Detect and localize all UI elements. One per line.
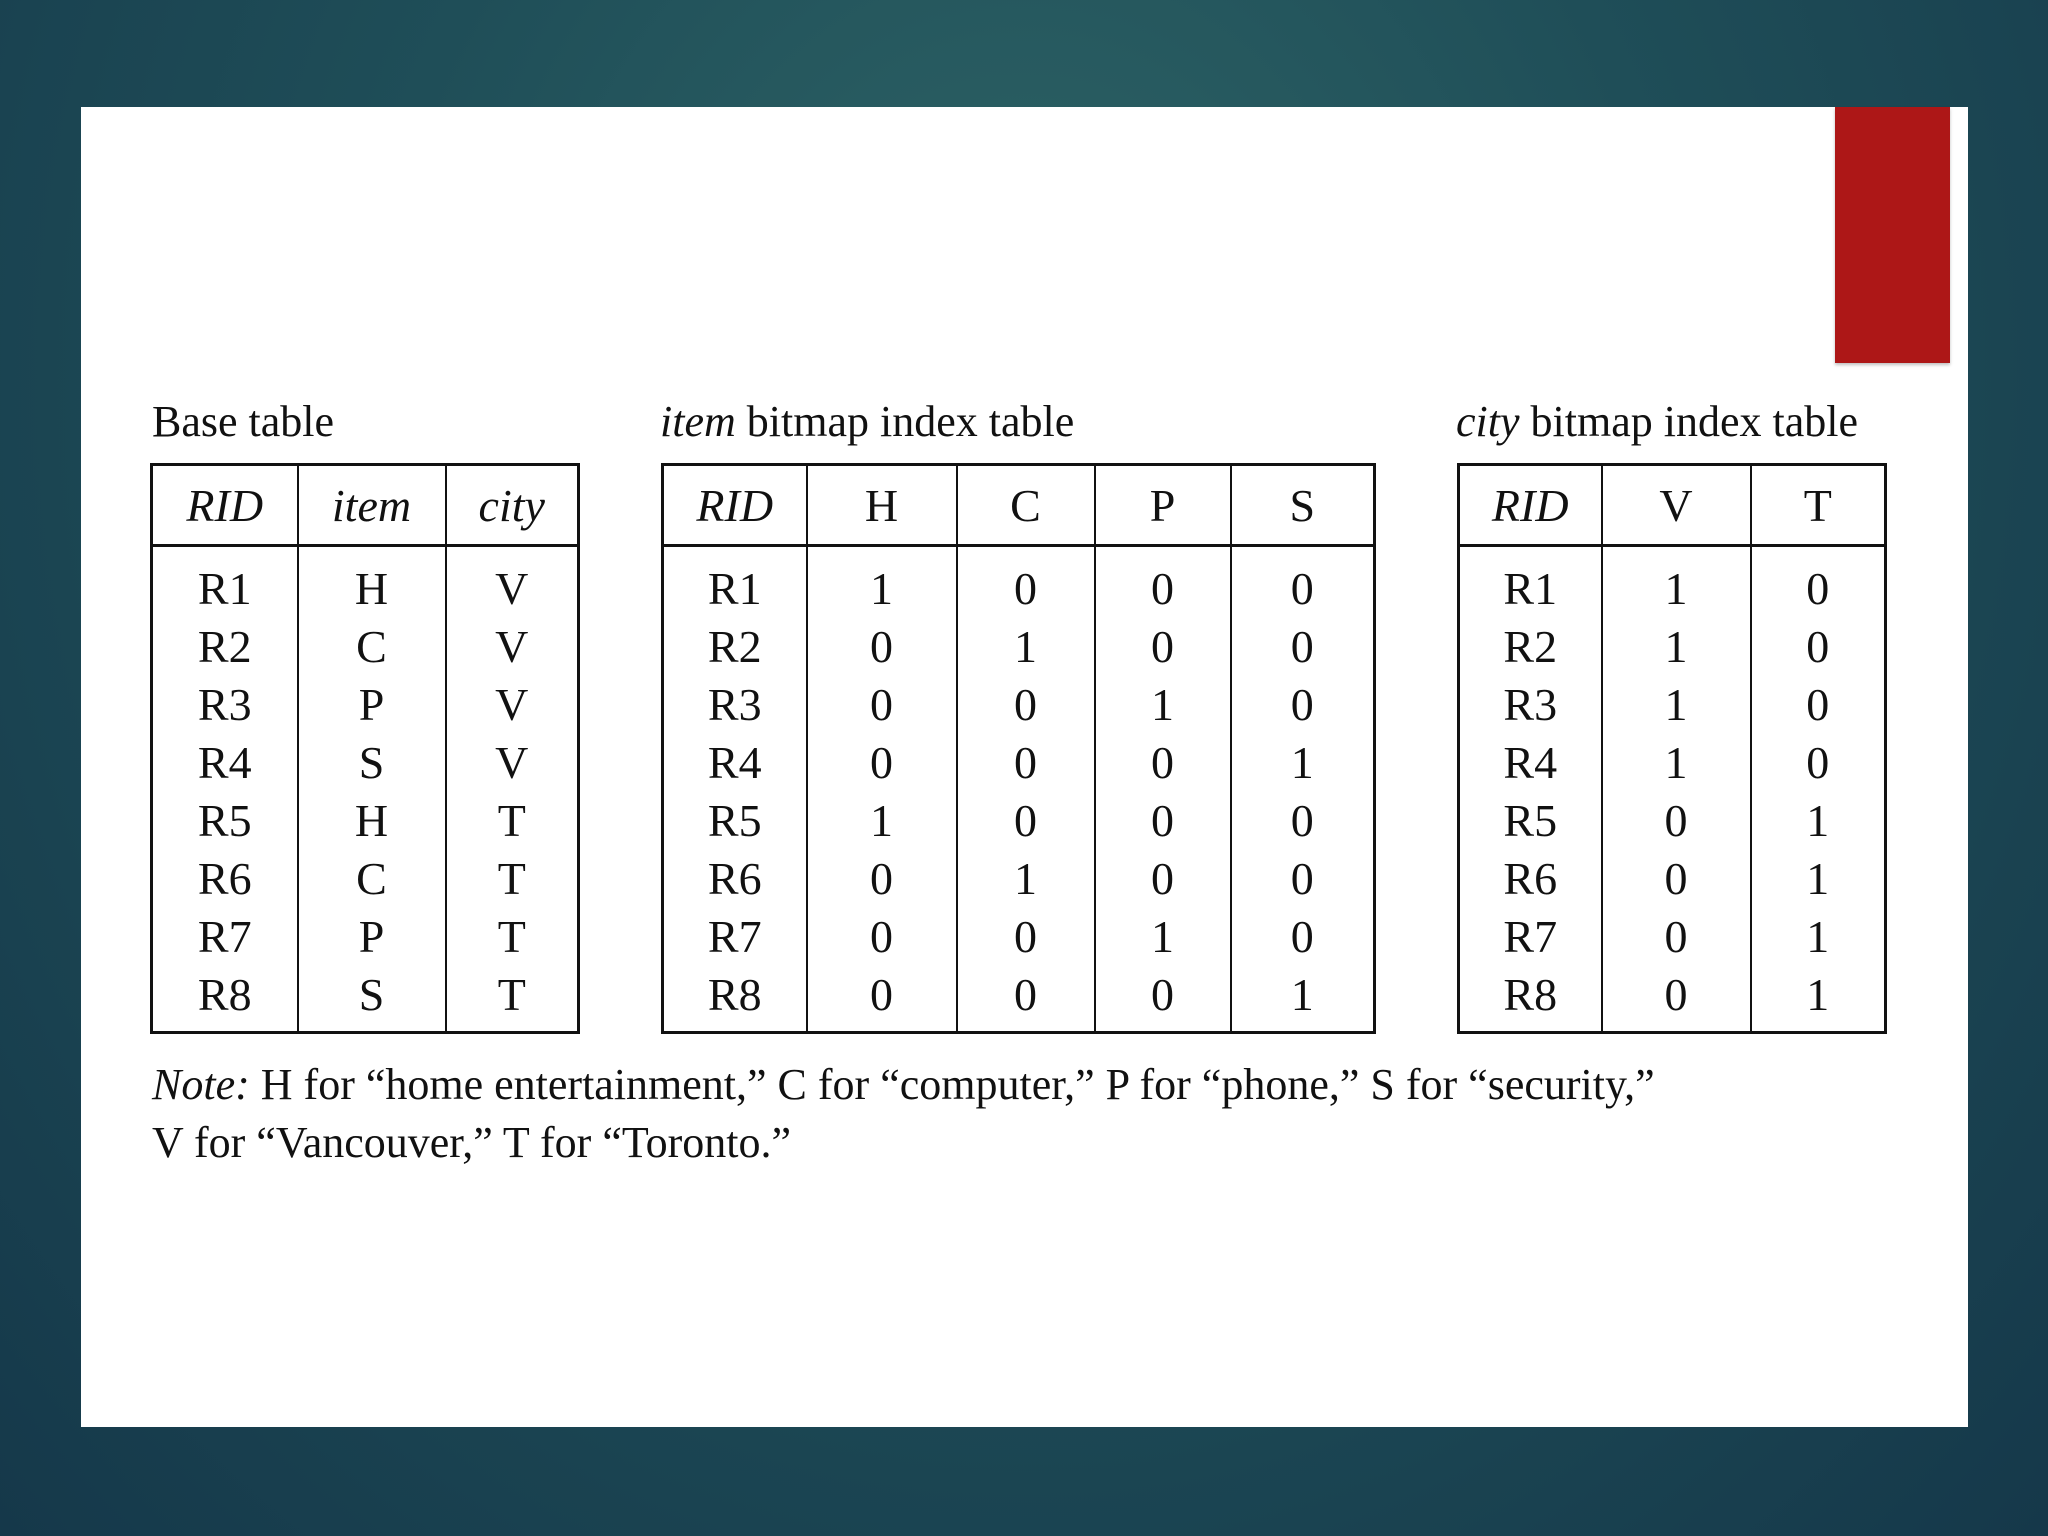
item-cell: 1 (1231, 733, 1375, 791)
city-cell: 0 (1751, 617, 1886, 675)
table-row (1459, 733, 1886, 791)
item-cell: 0 (1231, 907, 1375, 965)
city-cell: R5 (1503, 794, 1558, 846)
city-cell: 1 (1602, 675, 1751, 733)
table-row (152, 546, 579, 618)
item-cell: R1 (707, 562, 762, 614)
base-cell: R3 (197, 678, 252, 730)
base-cell: R7 (197, 910, 252, 962)
item-cell: R8 (707, 968, 762, 1020)
base-cell: R2 (197, 620, 252, 672)
item-cell: 0 (1095, 546, 1231, 618)
city-header-rid: RID (1459, 465, 1602, 546)
item-cell: 1 (1095, 675, 1231, 733)
item-cell: 0 (807, 617, 957, 675)
table-row (152, 675, 579, 733)
city-cell: 1 (1751, 907, 1886, 965)
base-header-item: item (298, 465, 446, 546)
table-row (663, 965, 1375, 1033)
item-bitmap-table (661, 463, 1376, 1034)
base-cell: C (298, 849, 446, 907)
table-row (152, 849, 579, 907)
item-cell: 1 (807, 791, 957, 849)
item-cell: 1 (1095, 907, 1231, 965)
base-cell: T (446, 791, 579, 849)
base-table-caption: Base table (152, 397, 335, 446)
table-row (1459, 849, 1886, 907)
table-row (663, 907, 1375, 965)
note-line-1 (152, 1056, 1655, 1114)
base-cell: T (446, 907, 579, 965)
city-cell: R2 (1503, 620, 1558, 672)
city-cell: 0 (1602, 965, 1751, 1033)
table-row (1459, 965, 1886, 1033)
table-row (663, 546, 1375, 618)
item-cell: 0 (1231, 849, 1375, 907)
city-cell: 0 (1602, 907, 1751, 965)
item-cell: 0 (807, 849, 957, 907)
item-cell: R2 (707, 620, 762, 672)
item-header-row (663, 465, 1375, 546)
base-cell: R6 (197, 852, 252, 904)
item-cell: R5 (707, 794, 762, 846)
city-cell: 0 (1751, 733, 1886, 791)
city-cell: R6 (1503, 852, 1558, 904)
base-cell: P (298, 907, 446, 965)
city-cell: 0 (1751, 546, 1886, 618)
base-header-row (152, 465, 579, 546)
item-cell: 0 (807, 965, 957, 1033)
base-cell: V (446, 617, 579, 675)
city-cell: 1 (1602, 617, 1751, 675)
item-cell: 0 (957, 791, 1095, 849)
item-header-s: S (1231, 465, 1375, 546)
item-cell: 0 (957, 733, 1095, 791)
note-line-1-text: H for “home entertainment,” C for “computer,” P for “phone,” S for “security,” (249, 1060, 1655, 1109)
base-header-rid: RID (152, 465, 298, 546)
table-row (1459, 546, 1886, 618)
base-cell: R8 (197, 968, 252, 1020)
base-cell: R1 (197, 562, 252, 614)
city-cell: R4 (1503, 736, 1558, 788)
city-caption-rest: bitmap index table (1519, 397, 1858, 446)
city-cell: R8 (1503, 968, 1558, 1020)
item-cell: 0 (1095, 733, 1231, 791)
note-label: Note: (152, 1060, 250, 1109)
city-cell: R1 (1503, 562, 1558, 614)
city-cell: 1 (1751, 849, 1886, 907)
item-cell: 0 (1095, 965, 1231, 1033)
item-cell: 0 (957, 907, 1095, 965)
item-table-caption (660, 397, 1075, 446)
table-row (663, 849, 1375, 907)
base-cell: C (298, 617, 446, 675)
city-header-row (1459, 465, 1886, 546)
item-caption-rest: bitmap index table (735, 397, 1075, 446)
item-header-c: C (957, 465, 1095, 546)
base-cell: R5 (197, 794, 252, 846)
item-cell: 0 (1095, 849, 1231, 907)
city-cell: 1 (1751, 791, 1886, 849)
item-cell: 0 (957, 675, 1095, 733)
base-cell: V (446, 546, 579, 618)
city-header-t: T (1751, 465, 1886, 546)
base-header-city: city (446, 465, 579, 546)
item-cell: 1 (957, 849, 1095, 907)
base-cell: H (298, 546, 446, 618)
item-cell: 0 (807, 907, 957, 965)
city-cell: R3 (1503, 678, 1558, 730)
city-cell: 0 (1602, 791, 1751, 849)
item-cell: 0 (807, 675, 957, 733)
item-cell: R7 (707, 910, 762, 962)
table-row (152, 791, 579, 849)
item-cell: 1 (957, 617, 1095, 675)
item-header-h: H (807, 465, 957, 546)
table-row (1459, 617, 1886, 675)
base-cell: S (298, 965, 446, 1033)
item-cell: 0 (1231, 675, 1375, 733)
table-row (1459, 791, 1886, 849)
table-row (1459, 907, 1886, 965)
base-cell: R4 (197, 736, 252, 788)
item-cell: 0 (1231, 546, 1375, 618)
item-cell: 0 (1095, 617, 1231, 675)
item-cell: 1 (1231, 965, 1375, 1033)
item-cell: R4 (707, 736, 762, 788)
city-cell: 1 (1602, 733, 1751, 791)
table-row (152, 965, 579, 1033)
table-row (152, 733, 579, 791)
table-row (663, 617, 1375, 675)
base-cell: V (446, 675, 579, 733)
table-note (152, 1056, 1655, 1172)
item-header-rid: RID (663, 465, 807, 546)
table-row (152, 617, 579, 675)
city-cell: R7 (1503, 910, 1558, 962)
table-row (663, 733, 1375, 791)
item-header-p: P (1095, 465, 1231, 546)
item-cell: R3 (707, 678, 762, 730)
city-caption-italic: city (1456, 397, 1520, 446)
item-cell: 0 (807, 733, 957, 791)
table-row (663, 791, 1375, 849)
base-cell: S (298, 733, 446, 791)
city-cell: 0 (1751, 675, 1886, 733)
table-row (663, 675, 1375, 733)
base-cell: T (446, 965, 579, 1033)
item-cell: R6 (707, 852, 762, 904)
item-caption-italic: item (660, 397, 736, 446)
item-cell: 0 (957, 546, 1095, 618)
city-cell: 0 (1602, 849, 1751, 907)
city-cell: 1 (1602, 546, 1751, 618)
base-table (150, 463, 580, 1034)
note-line-2: V for “Vancouver,” T for “Toronto.” (152, 1118, 792, 1167)
item-cell: 0 (1095, 791, 1231, 849)
city-header-v: V (1602, 465, 1751, 546)
table-row (152, 907, 579, 965)
item-cell: 0 (1231, 617, 1375, 675)
red-accent-bar (1835, 107, 1950, 363)
base-cell: H (298, 791, 446, 849)
base-cell: P (298, 675, 446, 733)
city-bitmap-table (1457, 463, 1887, 1034)
table-row (1459, 675, 1886, 733)
city-cell: 1 (1751, 965, 1886, 1033)
base-cell: V (446, 733, 579, 791)
item-cell: 1 (807, 546, 957, 618)
item-cell: 0 (957, 965, 1095, 1033)
city-table-caption (1456, 397, 1858, 446)
item-cell: 0 (1231, 791, 1375, 849)
base-cell: T (446, 849, 579, 907)
